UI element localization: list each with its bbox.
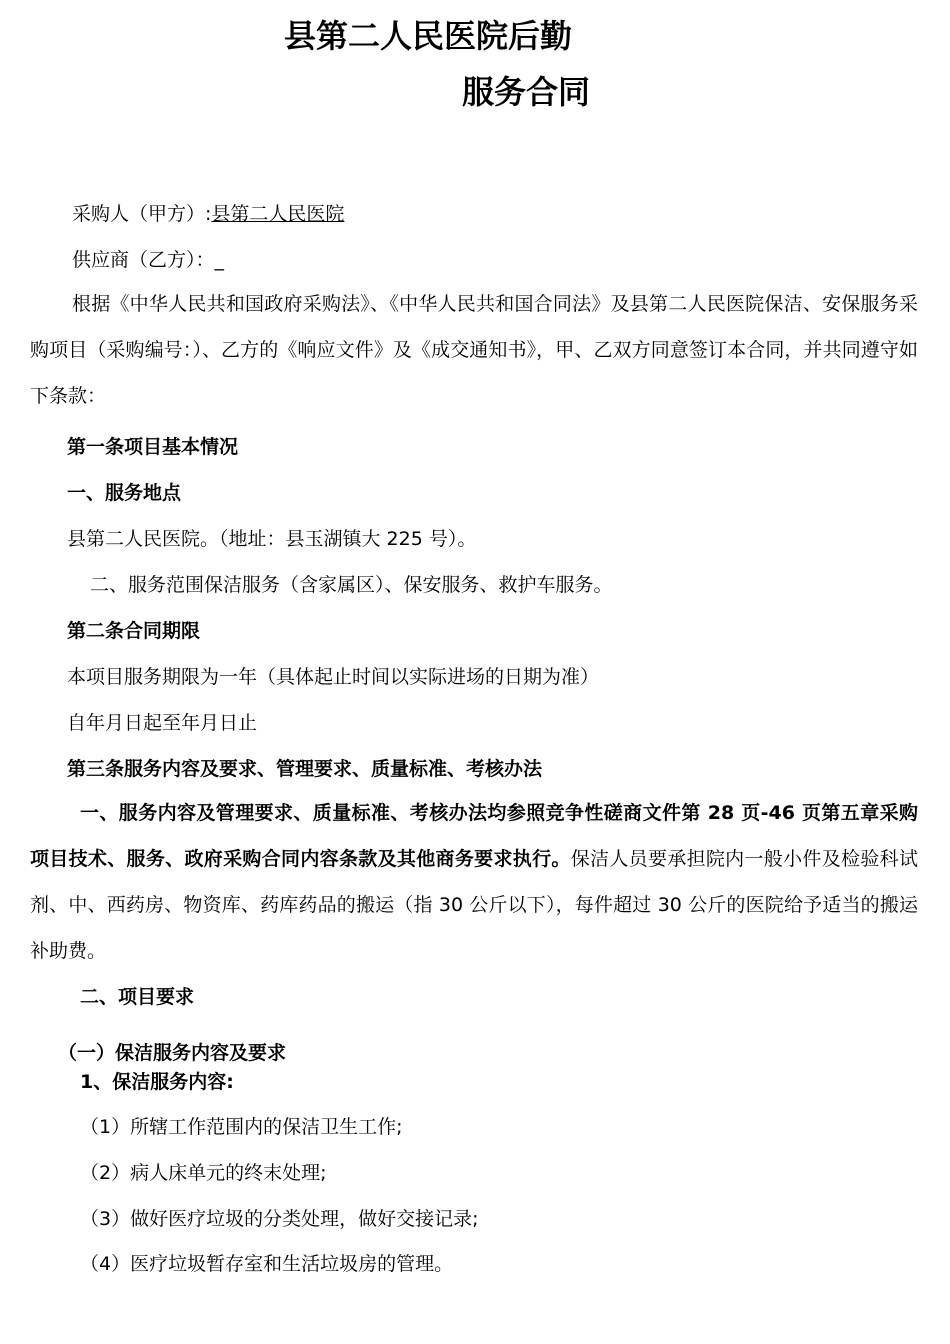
- item-1-heading: 1、保洁服务内容:: [80, 1071, 234, 1093]
- article-3-heading: 第三条服务内容及要求、管理要求、质量标准、考核办法: [67, 758, 543, 780]
- article-3-paragraph: [30, 790, 918, 974]
- list-item: （3）做好医疗垃圾的分类处理，做好交接记录;: [80, 1208, 479, 1230]
- supplier-value: _: [214, 249, 225, 271]
- purchaser-label: 采购人（甲方）:: [72, 203, 212, 225]
- article-3-normal-text: 保洁人员要承担院内一般小件及检验科试剂、中、西药房、物资库、药库药品的搬运（指 30 公斤以下），每件超过 30 公斤的医院给予适当的搬运补助费。: [30, 848, 918, 962]
- list-item: （1）所辖工作范围内的保洁卫生工作;: [80, 1116, 403, 1138]
- intro-paragraph: 根据《中华人民共和国政府采购法》、《中华人民共和国合同法》及县第二人民医院保洁、安保服务采购项目（采购编号：）、乙方的《响应文件》及《成交通知书》，甲、乙双方同意签订本合同，并共同遵守如下条款：: [30, 293, 918, 407]
- section-1-heading: 一、服务地点: [67, 482, 182, 504]
- list-item: （2）病人床单元的终末处理;: [80, 1162, 327, 1184]
- service-location: 县第二人民医院。（地址：县玉湖镇大 225 号）。: [67, 528, 477, 550]
- supplier-label: 供应商（乙方）：: [72, 249, 215, 271]
- purchaser-value: 县第二人民医院: [211, 203, 345, 225]
- section-2-heading: 二、项目要求: [80, 986, 195, 1008]
- service-term: 本项目服务期限为一年（具体起止时间以实际进场的日期为准）: [67, 666, 600, 688]
- purchaser-line: [72, 201, 344, 227]
- service-term-dates: 自年月日起至年月日止: [67, 712, 258, 734]
- service-scope: 二、服务范围保洁服务（含家属区）、保安服务、救护车服务。: [90, 574, 613, 596]
- article-2-heading: 第二条合同期限: [67, 620, 201, 642]
- subsection-1-heading: （一）保洁服务内容及要求: [58, 1042, 287, 1064]
- document-title-line-2: 服务合同: [462, 73, 591, 111]
- list-item: （4）医疗垃圾暂存室和生活垃圾房的管理。: [80, 1253, 454, 1275]
- article-3-bold-text: 一、服务内容及管理要求、质量标准、考核办法均参照竞争性磋商文件第 28 页-46 页第五章采购项目技术、服务、政府采购合同内容条款及其他商务要求执行。: [30, 802, 918, 870]
- supplier-line: [72, 247, 224, 273]
- article-1-heading: 第一条项目基本情况: [67, 436, 239, 458]
- document-title-line-1: 县第二人民医院后勤: [284, 17, 573, 55]
